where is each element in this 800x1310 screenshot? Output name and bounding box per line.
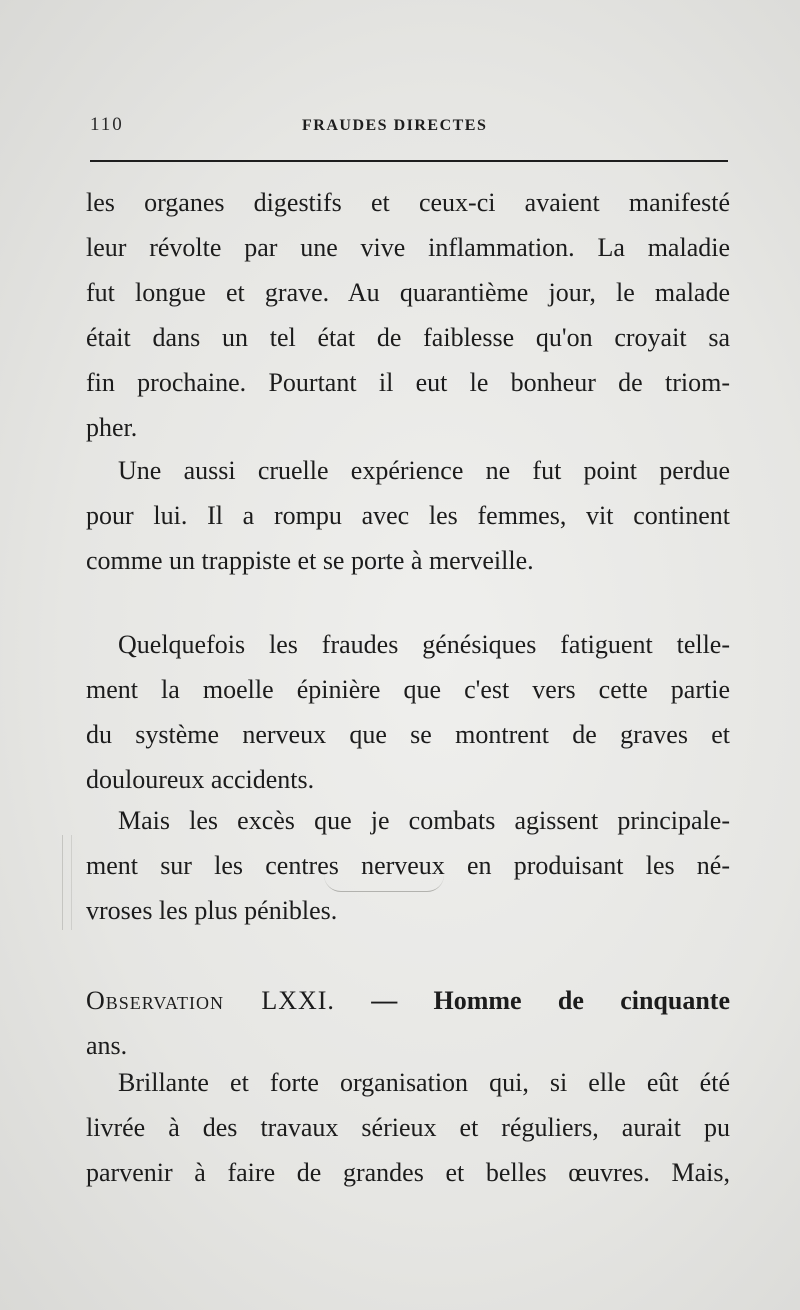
paragraph: [86, 798, 730, 933]
pencil-margin-mark: [62, 835, 72, 930]
text-line: fin prochaine. Pourtant il eut le bonheur de triom-: [86, 368, 730, 397]
text-line: Mais les excès que je combats agissent principale-: [118, 806, 730, 835]
text-line: parvenir à faire de grandes et belles œuvres. Mais,: [86, 1158, 730, 1187]
observation-heading: [86, 978, 730, 1068]
text-line: ment sur les centres nerveux en produisant les né-: [86, 851, 730, 880]
text-line: fut longue et grave. Au quarantième jour, le malade: [86, 278, 730, 307]
text-line: vroses les plus pénibles.: [86, 896, 338, 925]
text-line: du système nerveux que se montrent de graves et: [86, 720, 730, 749]
text-line: Quelquefois les fraudes génésiques fatiguent telle-: [118, 630, 730, 659]
text-line: pher.: [86, 413, 138, 442]
running-head: [90, 114, 728, 144]
text-line: comme un trappiste et se porte à merveille.: [86, 546, 534, 575]
text-line: douloureux accidents.: [86, 765, 315, 794]
text-line: livrée à des travaux sérieux et réguliers, aurait pu: [86, 1113, 730, 1142]
running-title: FRAUDES DIRECTES: [302, 117, 488, 134]
paragraph: [86, 1060, 730, 1195]
paragraph: [86, 448, 730, 583]
text-line: pour lui. Il a rompu avec les femmes, vit continent: [86, 501, 730, 530]
header-rule: [90, 160, 728, 162]
page-number: 110: [90, 114, 124, 135]
pencil-underline-mark: [324, 875, 444, 892]
text-line: ment la moelle épinière que c'est vers cette partie: [86, 675, 730, 704]
text-line: Brillante et forte organisation qui, si elle eût été: [118, 1068, 730, 1097]
text-line: Une aussi cruelle expérience ne fut point perdue: [118, 456, 730, 485]
text-line: était dans un tel état de faiblesse qu'on croyait sa: [86, 323, 730, 352]
text-line: leur révolte par une vive inflammation. La maladie: [86, 233, 730, 262]
paragraph: [86, 622, 730, 802]
observation-label: Observation LXXI.: [86, 986, 335, 1015]
observation-heading-line: [86, 978, 730, 1023]
text-line: les organes digestifs et ceux-ci avaient manifesté: [86, 188, 730, 217]
text-line: ans.: [86, 1031, 128, 1060]
observation-title: — Homme de cinquante: [334, 986, 730, 1015]
paragraph-continuation: [86, 180, 730, 450]
